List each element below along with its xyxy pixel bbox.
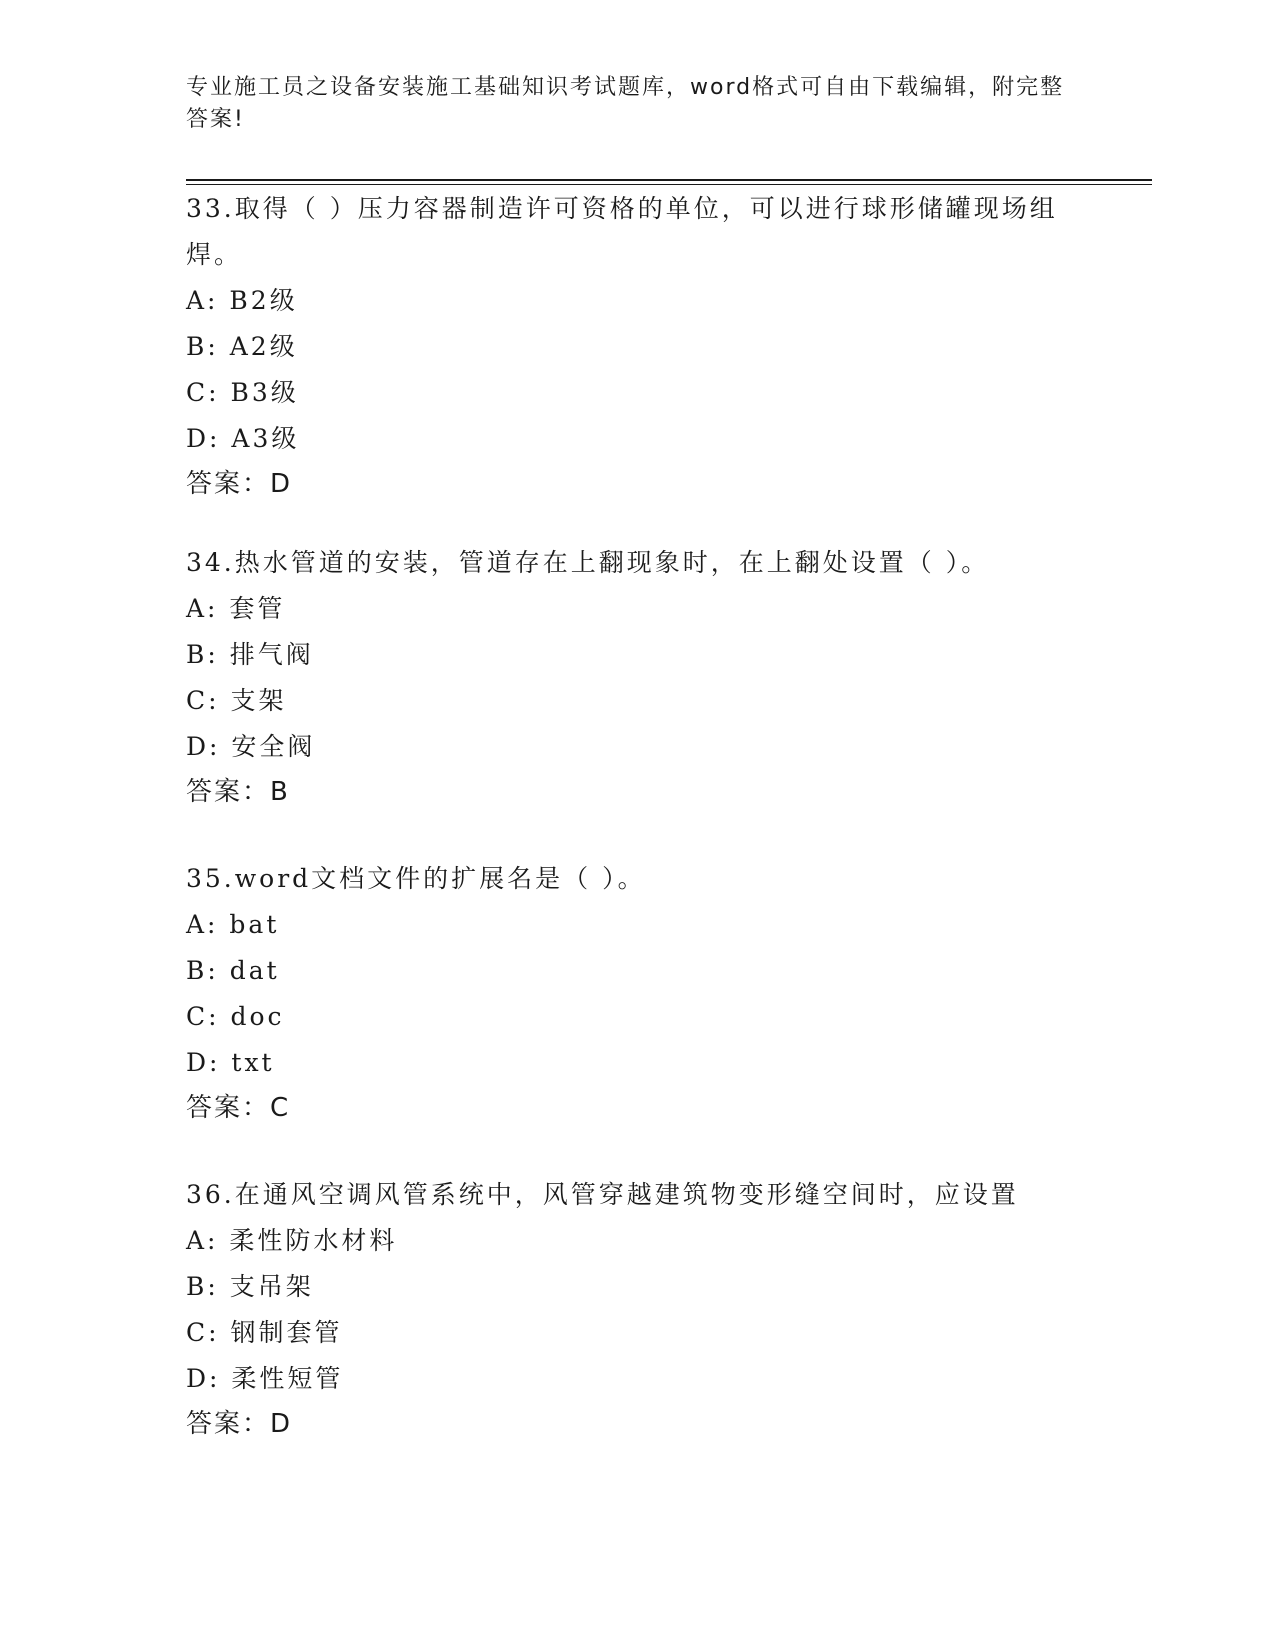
option-b: B: 排气阀 [186,640,314,669]
option-b: B: dat [186,956,280,985]
question-33 [186,186,1086,506]
question-stem: 34.热水管道的安装，管道存在上翻现象时，在上翻处设置（ ）。 [186,548,990,577]
question-stem: 33.取得（ ）压力容器制造许可资格的单位，可以进行球形储罐现场组焊。 [186,194,1058,269]
option-d: D: 柔性短管 [186,1364,344,1393]
option-c: C: 钢制套管 [186,1318,343,1347]
answer-label: 答案：D [186,469,293,499]
option-d: D: A3级 [186,424,300,453]
header-divider-thick [186,179,1152,181]
option-a: A: B2级 [186,286,298,315]
option-b: B: A2级 [186,332,298,361]
option-d: D: txt [186,1048,275,1077]
header-divider-thin [186,184,1152,185]
document-header: 专业施工员之设备安装施工基础知识考试题库，word格式可自由下载编辑，附完整答案! [186,75,1065,132]
question-stem: 36.在通风空调风管系统中，风管穿越建筑物变形缝空间时，应设置 [186,1180,1019,1209]
option-a: A: 柔性防水材料 [186,1226,398,1255]
answer-label: 答案：D [186,1409,293,1439]
question-35 [186,856,1086,1130]
option-a: A: bat [186,910,280,939]
option-d: D: 安全阀 [186,732,316,761]
question-stem: 35.word文档文件的扩展名是（ ）。 [186,864,646,893]
option-a: A: 套管 [186,594,286,623]
answer-label: 答案：C [186,1093,291,1123]
option-b: B: 支吊架 [186,1272,314,1301]
option-c: C: 支架 [186,686,287,715]
option-c: C: B3级 [186,378,299,407]
question-34 [186,540,1086,814]
option-c: C: doc [186,1002,285,1031]
question-36 [186,1172,1086,1446]
answer-label: 答案：B [186,777,290,807]
